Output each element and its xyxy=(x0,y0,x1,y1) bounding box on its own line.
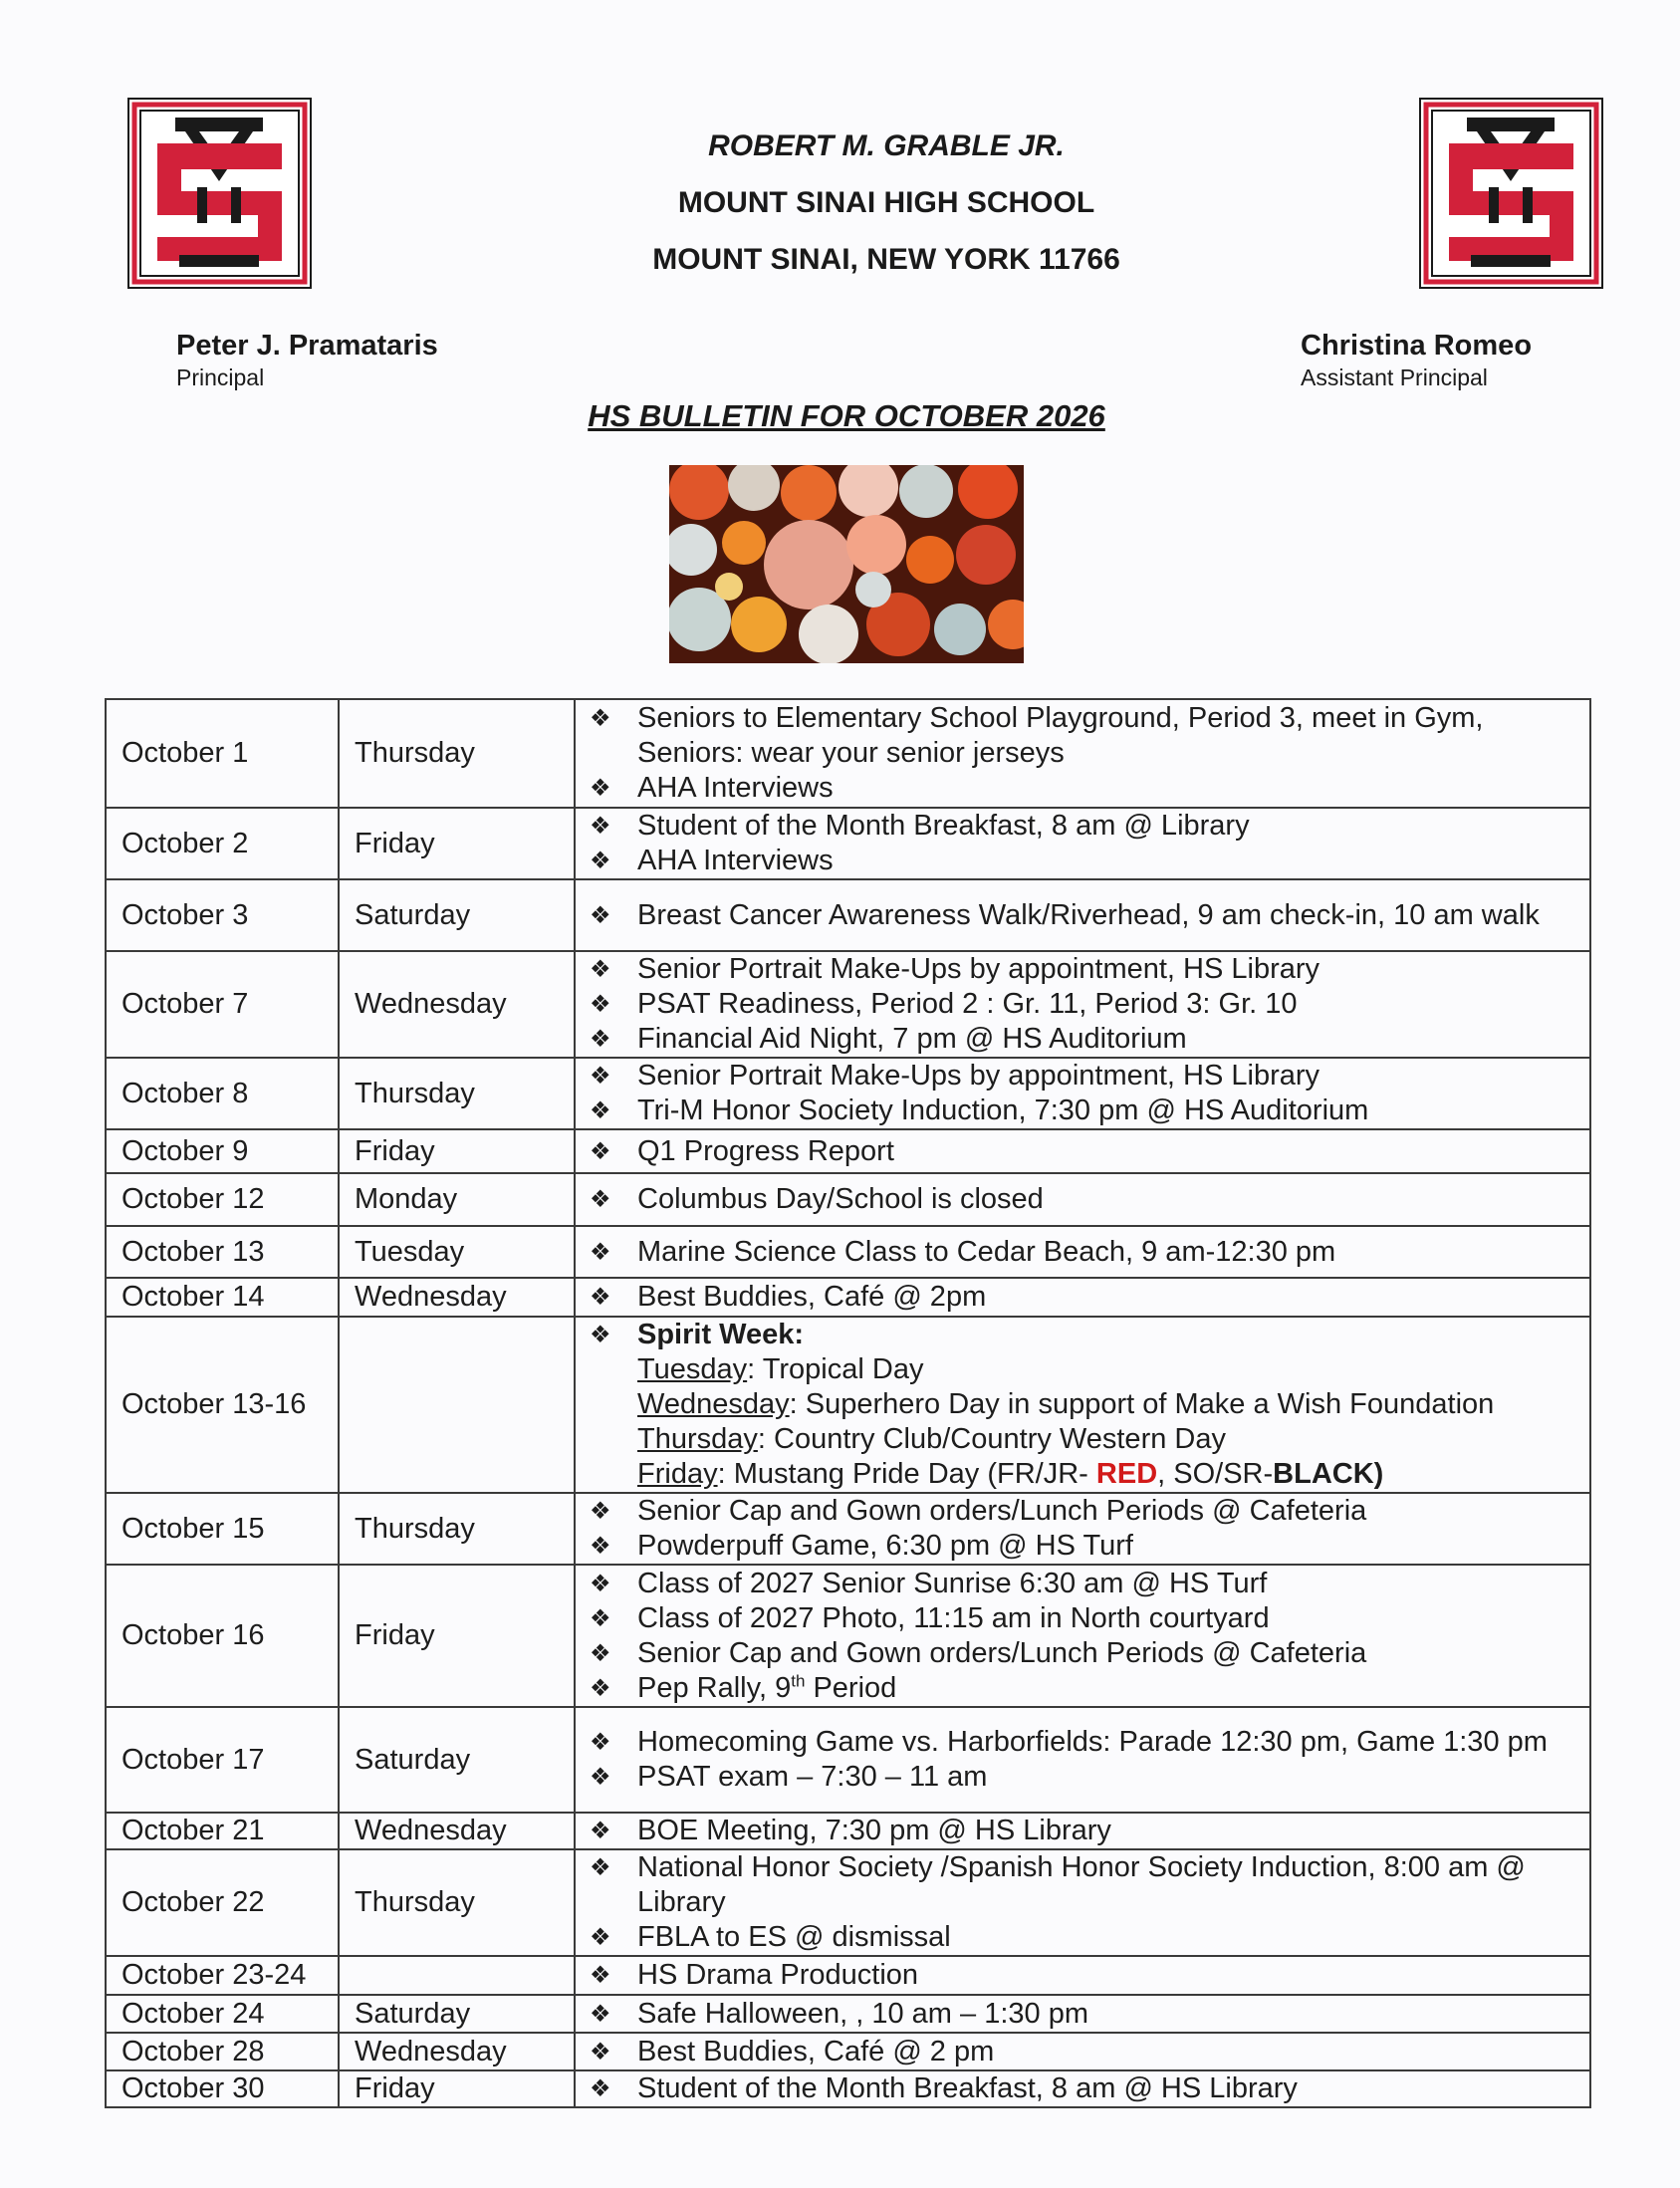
diamond-bullet-icon: ❖ xyxy=(590,1186,611,1213)
table-row xyxy=(106,1173,1590,1226)
table-row xyxy=(106,1813,1590,1849)
event-day: Friday xyxy=(339,1129,575,1173)
diamond-bullet-icon: ❖ xyxy=(590,1238,611,1266)
event-date: October 13-16 xyxy=(106,1317,339,1493)
calendar-body xyxy=(106,699,1590,2107)
list-item xyxy=(590,1601,1579,1636)
table-row xyxy=(106,1226,1590,1278)
principal-title: Principal xyxy=(176,365,265,390)
list-item xyxy=(590,1997,1579,2032)
event-list xyxy=(575,2070,1590,2107)
diamond-bullet-icon: ❖ xyxy=(590,1604,611,1632)
event-text: AHA Interviews xyxy=(637,772,834,804)
event-list xyxy=(575,951,1590,1058)
event-date: October 22 xyxy=(106,1849,339,1956)
school-logo-left xyxy=(127,98,312,289)
event-day: Wednesday xyxy=(339,1278,575,1317)
diamond-bullet-icon: ❖ xyxy=(590,1764,611,1791)
ordinal-suffix: th xyxy=(791,1670,806,1690)
spirit-day-item xyxy=(590,1422,1579,1457)
spirit-day-name: Tuesday xyxy=(637,1353,748,1385)
diamond-bullet-icon: ❖ xyxy=(590,1498,611,1525)
event-list xyxy=(575,1849,1590,1956)
table-row xyxy=(106,808,1590,879)
red-label: RED xyxy=(1095,1458,1158,1490)
pumpkins-image xyxy=(669,465,1024,663)
event-day xyxy=(339,1317,575,1493)
diamond-bullet-icon: ❖ xyxy=(590,1639,611,1667)
table-row xyxy=(106,1129,1590,1173)
event-date: October 7 xyxy=(106,951,339,1058)
diamond-bullet-icon: ❖ xyxy=(590,2000,611,2028)
spirit-day-name: Friday xyxy=(637,1458,718,1490)
list-item xyxy=(590,1022,1579,1057)
event-list xyxy=(575,1173,1590,1226)
event-text: Seniors to Elementary School Playground, Period 3, meet in Gym, Seniors: wear your senior jerseys xyxy=(637,702,1484,769)
event-text: Student of the Month Breakfast, 8 am @ Library xyxy=(637,810,1250,842)
event-day: Wednesday xyxy=(339,2033,575,2070)
event-text: AHA Interviews xyxy=(637,845,834,876)
table-row xyxy=(106,1956,1590,1995)
diamond-bullet-icon: ❖ xyxy=(590,1570,611,1597)
spirit-day-theme: , SO/SR- xyxy=(1157,1458,1274,1490)
diamond-bullet-icon: ❖ xyxy=(590,956,611,983)
event-text: HS Drama Production xyxy=(637,1959,919,1991)
list-item xyxy=(590,1094,1579,1128)
spirit-day-theme: : Tropical Day xyxy=(747,1353,924,1385)
event-date: October 2 xyxy=(106,808,339,879)
diamond-bullet-icon: ❖ xyxy=(590,2038,611,2066)
table-row xyxy=(106,951,1590,1058)
event-list xyxy=(575,1058,1590,1129)
event-day: Saturday xyxy=(339,1995,575,2033)
event-text: Class of 2027 Photo, 11:15 am in North courtyard xyxy=(637,1601,1270,1634)
spirit-week-title: Spirit Week: xyxy=(637,1319,805,1350)
event-day: Saturday xyxy=(339,1707,575,1813)
diamond-bullet-icon: ❖ xyxy=(590,1097,611,1124)
list-item xyxy=(590,1280,1579,1315)
spirit-day-name: Thursday xyxy=(637,1423,758,1455)
event-text: Class of 2027 Senior Sunrise 6:30 am @ HS Turf xyxy=(637,1567,1268,1599)
event-list xyxy=(575,1278,1590,1317)
table-row xyxy=(106,1995,1590,2033)
event-list xyxy=(575,1707,1590,1813)
event-text: PSAT Readiness, Period 2 : Gr. 11, Period 3: Gr. 10 xyxy=(637,988,1298,1020)
event-date: October 23-24 xyxy=(106,1956,339,1995)
event-list xyxy=(575,1493,1590,1565)
table-row xyxy=(106,1493,1590,1565)
event-text: Senior Portrait Make-Ups by appointment, HS Library xyxy=(637,953,1320,985)
event-day: Wednesday xyxy=(339,951,575,1058)
table-row xyxy=(106,2070,1590,2107)
diamond-bullet-icon: ❖ xyxy=(590,1137,611,1165)
school-logo-right xyxy=(1419,98,1603,289)
spirit-day-item xyxy=(590,1457,1579,1492)
diamond-bullet-icon: ❖ xyxy=(590,775,611,802)
list-item xyxy=(590,1182,1579,1217)
assistant-principal-title: Assistant Principal xyxy=(1301,365,1488,390)
table-row xyxy=(106,1058,1590,1129)
event-day: Friday xyxy=(339,1565,575,1707)
list-item xyxy=(590,701,1579,771)
event-day: Monday xyxy=(339,1173,575,1226)
table-row xyxy=(106,1565,1590,1707)
diamond-bullet-icon: ❖ xyxy=(590,813,611,840)
event-date: October 24 xyxy=(106,1995,339,2033)
diamond-bullet-icon: ❖ xyxy=(590,1854,611,1881)
assistant-principal-block xyxy=(1301,329,1532,392)
list-item xyxy=(590,1671,1579,1706)
event-text: Student of the Month Breakfast, 8 am @ HS Library xyxy=(637,2072,1298,2104)
table-row xyxy=(106,879,1590,951)
school-name-line: ROBERT M. GRABLE JR. xyxy=(708,129,1065,162)
list-item xyxy=(590,809,1579,844)
spirit-week-list xyxy=(575,1317,1590,1493)
spirit-day-theme: : Mustang Pride Day (FR/JR- xyxy=(717,1458,1096,1490)
principal-block xyxy=(176,329,438,392)
list-item xyxy=(590,1636,1579,1671)
event-date: October 21 xyxy=(106,1813,339,1849)
event-text: Financial Aid Night, 7 pm @ HS Auditorium xyxy=(637,1023,1187,1055)
event-day: Thursday xyxy=(339,1058,575,1129)
event-list xyxy=(575,699,1590,808)
event-text: BOE Meeting, 7:30 pm @ HS Library xyxy=(637,1815,1111,1846)
event-text: Senior Cap and Gown orders/Lunch Periods @ Cafeteria xyxy=(637,1636,1367,1669)
spirit-day-theme: : Country Club/Country Western Day xyxy=(757,1423,1226,1455)
school-name-line: MOUNT SINAI HIGH SCHOOL xyxy=(677,186,1095,219)
event-date: October 15 xyxy=(106,1493,339,1565)
event-day: Tuesday xyxy=(339,1226,575,1278)
diamond-bullet-icon: ❖ xyxy=(590,1674,611,1702)
list-item xyxy=(590,771,1579,806)
event-date: October 1 xyxy=(106,699,339,808)
event-day: Wednesday xyxy=(339,1813,575,1849)
diamond-bullet-icon: ❖ xyxy=(590,1818,611,1844)
spirit-day-name: Wednesday xyxy=(637,1388,790,1420)
list-item xyxy=(590,1134,1579,1169)
list-item xyxy=(590,1059,1579,1094)
table-row xyxy=(106,699,1590,808)
list-item xyxy=(590,1958,1579,1993)
event-text: Q1 Progress Report xyxy=(637,1134,894,1167)
event-date: October 17 xyxy=(106,1707,339,1813)
event-day xyxy=(339,1956,575,1995)
bulletin-title: HS BULLETIN FOR OCTOBER 2026 xyxy=(588,398,1105,433)
diamond-bullet-icon: ❖ xyxy=(590,2075,611,2102)
event-list xyxy=(575,808,1590,879)
diamond-bullet-icon: ❖ xyxy=(590,1026,611,1053)
list-item xyxy=(590,987,1579,1022)
table-row xyxy=(106,1707,1590,1813)
ms-logo-graphic xyxy=(1419,98,1603,289)
diamond-bullet-icon: ❖ xyxy=(590,1924,611,1951)
event-day: Saturday xyxy=(339,879,575,951)
event-text: Powderpuff Game, 6:30 pm @ HS Turf xyxy=(637,1530,1133,1562)
list-item xyxy=(590,898,1579,933)
list-item xyxy=(590,1567,1579,1601)
event-day: Thursday xyxy=(339,1493,575,1565)
event-date: October 14 xyxy=(106,1278,339,1317)
event-text: Safe Halloween, , 10 am – 1:30 pm xyxy=(637,1997,1088,2030)
event-text: Marine Science Class to Cedar Beach, 9 am-12:30 pm xyxy=(637,1235,1336,1268)
spirit-day-theme: : Superhero Day in support of Make a Wish Foundation xyxy=(789,1388,1495,1420)
event-list xyxy=(575,1995,1590,2033)
school-address-line: MOUNT SINAI, NEW YORK 11766 xyxy=(652,243,1120,276)
diamond-bullet-icon: ❖ xyxy=(590,1322,611,1348)
event-list xyxy=(575,1129,1590,1173)
spirit-day-item xyxy=(590,1387,1579,1422)
event-day: Thursday xyxy=(339,699,575,808)
event-text: Pep Rally, 9 xyxy=(637,1671,792,1704)
principal-name: Peter J. Pramataris xyxy=(176,330,438,362)
event-day: Friday xyxy=(339,808,575,879)
event-date: October 12 xyxy=(106,1173,339,1226)
list-item xyxy=(590,844,1579,878)
black-label: BLACK) xyxy=(1273,1458,1384,1490)
list-item xyxy=(590,1235,1579,1270)
event-date: October 16 xyxy=(106,1565,339,1707)
list-item xyxy=(590,1529,1579,1564)
spirit-day-item xyxy=(590,1352,1579,1387)
event-text: Period xyxy=(805,1671,897,1704)
diamond-bullet-icon: ❖ xyxy=(590,1729,611,1756)
event-date: October 9 xyxy=(106,1129,339,1173)
events-calendar-table xyxy=(105,698,1591,2108)
list-item xyxy=(590,1318,1579,1352)
diamond-bullet-icon: ❖ xyxy=(590,901,611,929)
table-row xyxy=(106,1317,1590,1493)
diamond-bullet-icon: ❖ xyxy=(590,1284,611,1311)
list-item xyxy=(590,2071,1579,2106)
ms-logo-graphic xyxy=(127,98,312,289)
diamond-bullet-icon: ❖ xyxy=(590,991,611,1018)
list-item xyxy=(590,1494,1579,1529)
event-list xyxy=(575,1565,1590,1707)
event-date: October 28 xyxy=(106,2033,339,2070)
school-header xyxy=(498,118,1275,288)
event-text: National Honor Society /Spanish Honor Society Induction, 8:00 am @ Library xyxy=(637,1851,1526,1918)
event-date: October 8 xyxy=(106,1058,339,1129)
event-text: Homecoming Game vs. Harborfields: Parade 12:30 pm, Game 1:30 pm xyxy=(637,1726,1548,1758)
event-list xyxy=(575,2033,1590,2070)
assistant-principal-name: Christina Romeo xyxy=(1301,330,1533,362)
event-text: Columbus Day/School is closed xyxy=(637,1183,1044,1215)
event-list xyxy=(575,879,1590,951)
list-item xyxy=(590,2035,1579,2069)
table-row xyxy=(106,2033,1590,2070)
list-item xyxy=(590,1725,1579,1760)
diamond-bullet-icon: ❖ xyxy=(590,1533,611,1560)
table-row xyxy=(106,1849,1590,1956)
event-day: Thursday xyxy=(339,1849,575,1956)
event-text: Tri-M Honor Society Induction, 7:30 pm @ HS Auditorium xyxy=(637,1094,1369,1126)
event-text: FBLA to ES @ dismissal xyxy=(637,1921,951,1953)
list-item xyxy=(590,1814,1579,1848)
event-text: PSAT exam – 7:30 – 11 am xyxy=(637,1761,988,1793)
diamond-bullet-icon: ❖ xyxy=(590,1063,611,1090)
list-item xyxy=(590,1920,1579,1955)
event-list xyxy=(575,1956,1590,1995)
list-item xyxy=(590,952,1579,987)
list-item xyxy=(590,1760,1579,1795)
pumpkins-illustration xyxy=(669,465,1024,663)
event-date: October 13 xyxy=(106,1226,339,1278)
event-text: Best Buddies, Café @ 2 pm xyxy=(637,2035,995,2067)
event-date: October 3 xyxy=(106,879,339,951)
event-text: Senior Portrait Make-Ups by appointment, HS Library xyxy=(637,1060,1320,1092)
event-list xyxy=(575,1226,1590,1278)
event-date: October 30 xyxy=(106,2070,339,2107)
list-item xyxy=(590,1850,1579,1920)
diamond-bullet-icon: ❖ xyxy=(590,705,611,732)
diamond-bullet-icon: ❖ xyxy=(590,1962,611,1989)
diamond-bullet-icon: ❖ xyxy=(590,848,611,874)
event-list xyxy=(575,1813,1590,1849)
event-text: Breast Cancer Awareness Walk/Riverhead, 9 am check-in, 10 am walk xyxy=(637,898,1540,931)
event-text: Senior Cap and Gown orders/Lunch Periods @ Cafeteria xyxy=(637,1495,1367,1527)
table-row xyxy=(106,1278,1590,1317)
event-text: Best Buddies, Café @ 2pm xyxy=(637,1281,987,1313)
event-day: Friday xyxy=(339,2070,575,2107)
